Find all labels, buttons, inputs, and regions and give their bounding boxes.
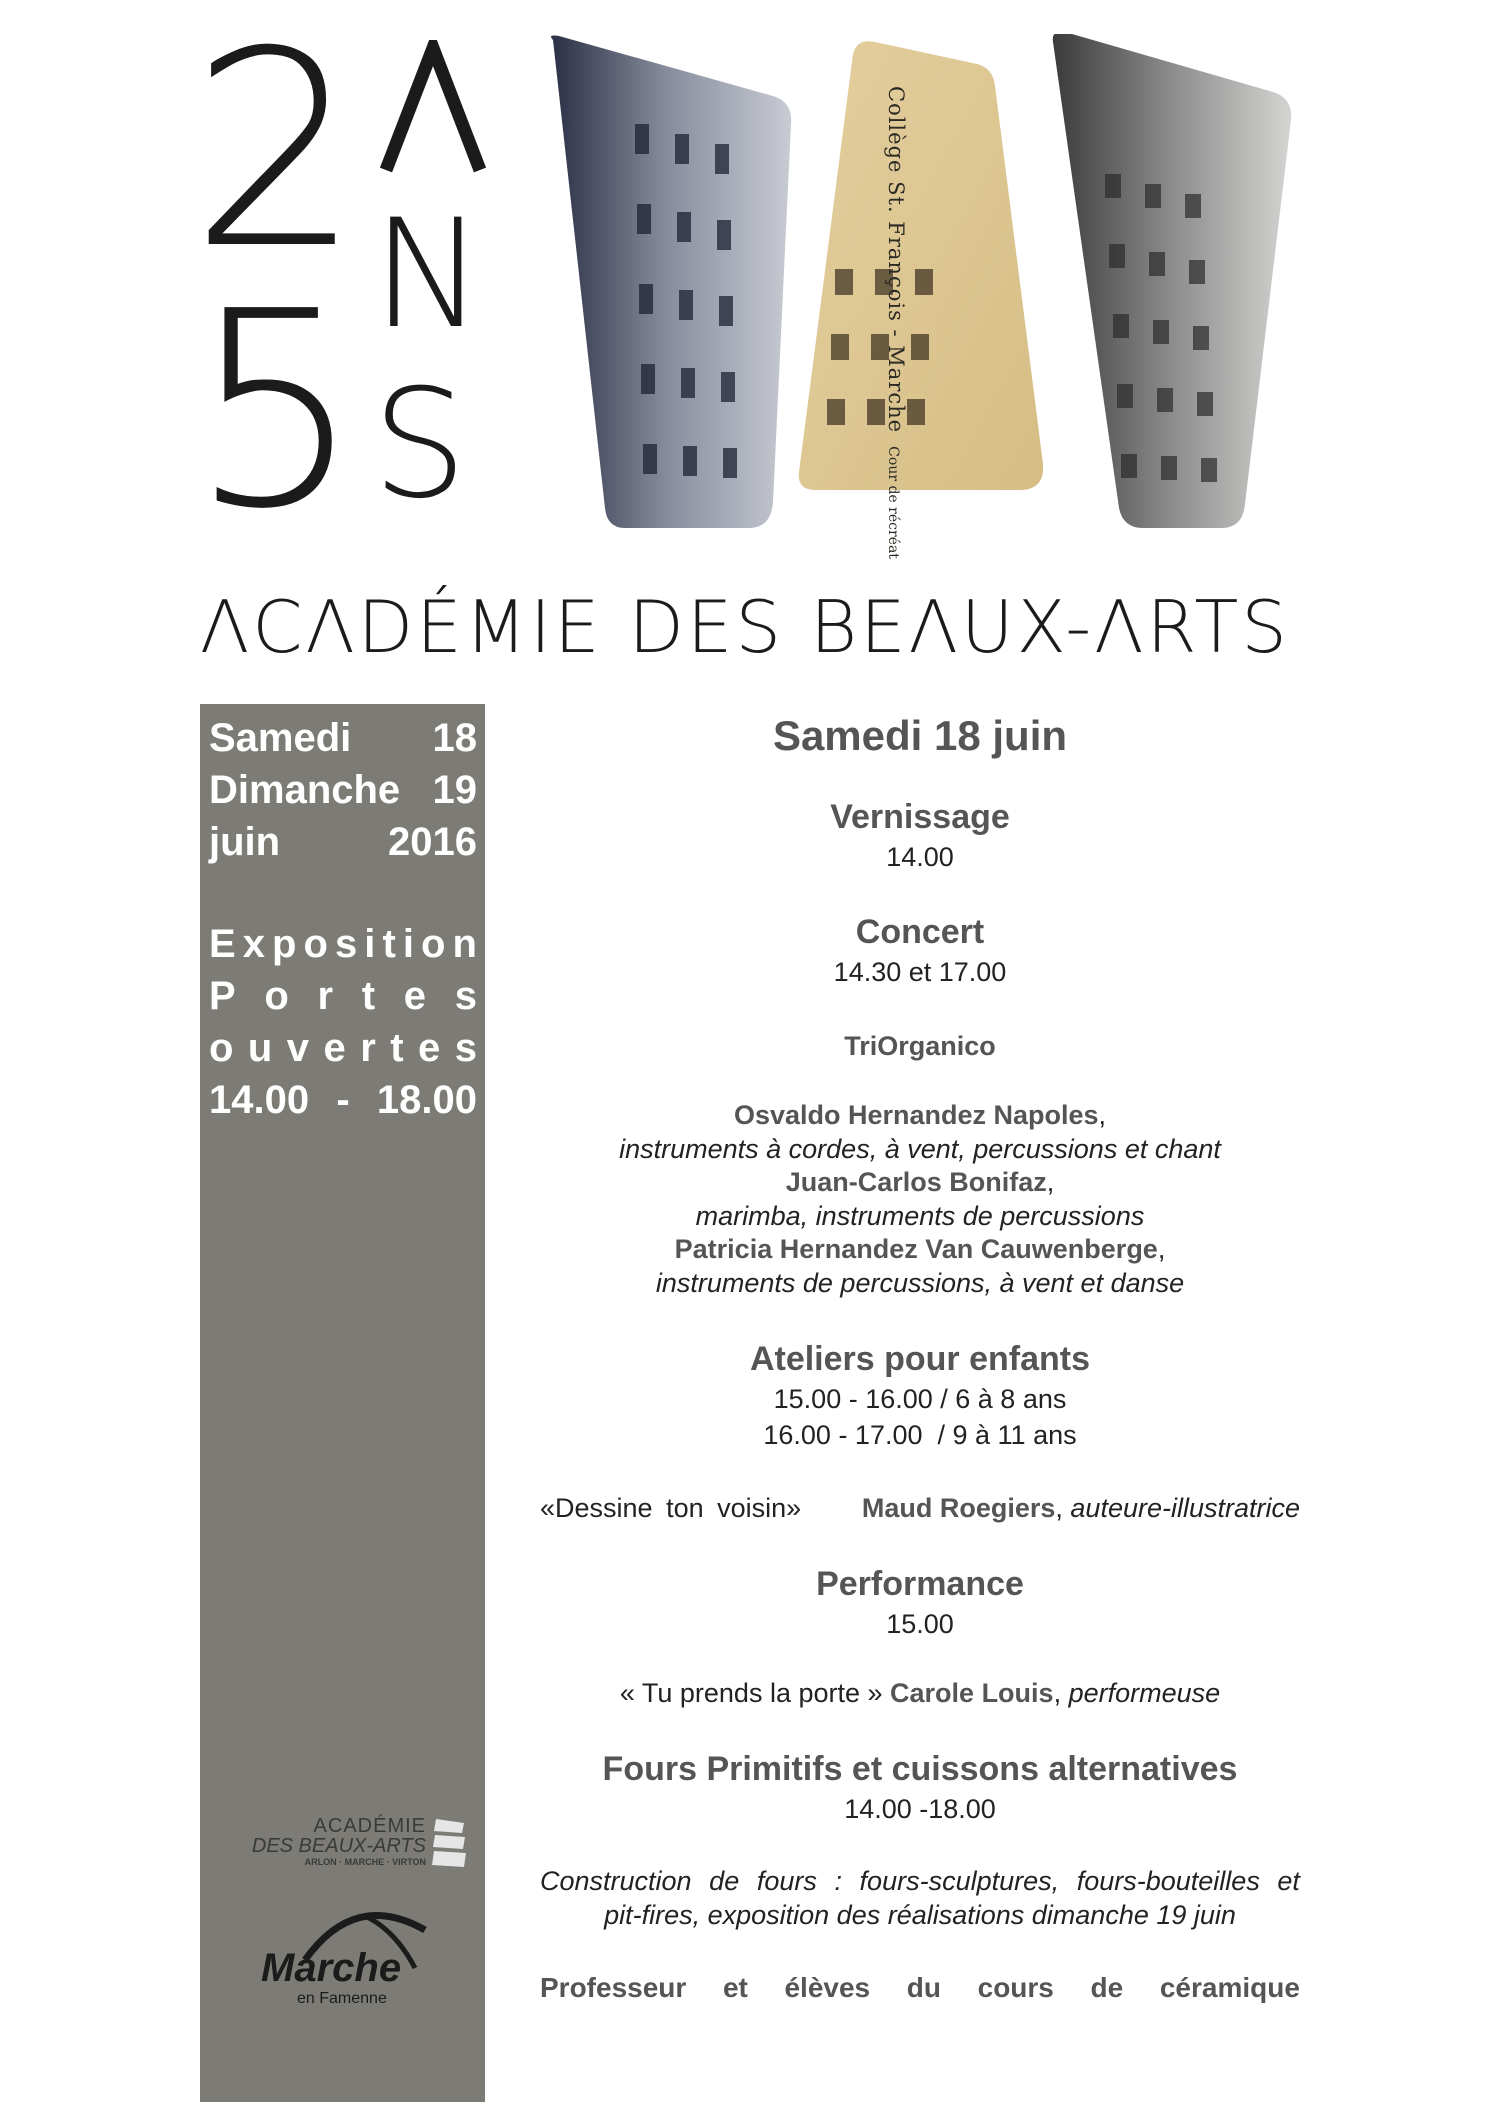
logo-digit-2: 2 [190, 0, 362, 308]
date-row-2 [209, 768, 477, 813]
word: Construction [540, 1866, 692, 1896]
sidebar [200, 704, 485, 2102]
academy-logo-mark [432, 1817, 468, 1869]
letter: o [303, 922, 328, 966]
academy-title: ΛCΛDÉMIE DES BEΛUX-ΛRTS [200, 585, 1291, 669]
photo-caption [868, 86, 908, 559]
letter: i [402, 922, 414, 966]
letter: s [454, 1026, 477, 1070]
date-word: juin [209, 820, 281, 864]
performance-author: Carole Louis [890, 1678, 1054, 1708]
concert-group: TriOrganico [844, 1031, 996, 1061]
letter: s [454, 974, 477, 1018]
word: fours [756, 1866, 817, 1896]
letter: r [360, 1026, 376, 1070]
hours-start: 14.00 [209, 1078, 310, 1122]
academy-logo-line2: DES BEAUX-ARTS [251, 1835, 426, 1857]
academy-logo-line1: ACADÉMIE [313, 1815, 426, 1837]
logo-letter-a [378, 40, 488, 175]
word: de [1090, 1972, 1124, 2003]
musician-name: Osvaldo Hernandez Napoles [733, 1100, 1099, 1130]
musician-3: Patricia Hernandez Van Cauwenberge, [674, 1234, 1166, 1264]
vernissage-time: 14.00 [886, 842, 954, 872]
letter: e [323, 1026, 346, 1070]
date-row-1 [209, 716, 477, 761]
marche-name: Marche [261, 1946, 402, 1990]
musician-role: instruments à cordes, à vent, percussions et chant [619, 1134, 1221, 1164]
academy-logo-line3: ARLON · MARCHE · VIRTON [304, 1857, 426, 1867]
letter: t [390, 1026, 404, 1070]
vernissage-title: Vernissage [830, 798, 1010, 836]
atelier-work-title: «Dessine ton voisin» [540, 1493, 802, 1523]
letter: r [317, 974, 334, 1018]
fours-title: Fours Primitifs et cuissons alternatives [602, 1750, 1238, 1788]
letter: u [247, 1026, 273, 1070]
letter: t [382, 922, 396, 966]
fours-desc-line1 [540, 1866, 1300, 1897]
photo-panel-1 [551, 36, 791, 529]
marche-logo [255, 1900, 445, 2010]
atelier-author: Maud Roegiers [861, 1493, 1056, 1523]
word: de [709, 1866, 740, 1896]
date-row-3 [209, 820, 477, 865]
photo-panel-2 [799, 41, 1043, 490]
word: : [834, 1866, 842, 1896]
word: du [906, 1972, 941, 2003]
logo-letter-s: S [372, 358, 468, 532]
letter: o [421, 922, 446, 966]
musician-1: Osvaldo Hernandez Napoles, [733, 1100, 1107, 1130]
opening-hours [209, 1078, 477, 1123]
logo-digit-5: 5 [190, 253, 362, 568]
letter: i [364, 922, 376, 966]
date-word: Samedi [209, 716, 352, 760]
fours-desc-line2: pit-fires, exposition des réalisations dimanche 19 juin [604, 1900, 1236, 1930]
performance-time: 15.00 [886, 1609, 954, 1639]
ateliers-title: Ateliers pour enfants [749, 1340, 1091, 1378]
word: Professeur [540, 1972, 687, 2003]
performance-work-title: « Tu prends la porte » [619, 1678, 883, 1708]
letter: e [403, 974, 427, 1018]
musician-role: marimba, instruments de percussions [695, 1201, 1145, 1231]
musician-role: instruments de percussions, à vent et danse [655, 1268, 1185, 1298]
fours-time: 14.00 -18.00 [844, 1794, 996, 1824]
word: et [722, 1972, 748, 2003]
ateliers-slot-1: 15.00 - 16.00 / 6 à 8 ans [773, 1384, 1067, 1414]
concert-title: Concert [855, 913, 985, 951]
word: et [1277, 1866, 1300, 1896]
musician-2: Juan-Carlos Bonifaz, [785, 1167, 1055, 1197]
letter: o [264, 974, 289, 1018]
date-number: 19 [432, 768, 477, 812]
performance-title: Performance [816, 1565, 1024, 1603]
letter: t [361, 974, 376, 1018]
hours-dash: - [336, 1078, 350, 1122]
performance-author-role: performeuse [1068, 1678, 1221, 1708]
ateliers-credit: «Dessine ton voisin» Maud Roegiers, auteure-illustratrice [540, 1493, 1300, 1523]
marche-sub: en Famenne [297, 1990, 387, 2007]
letter: p [272, 922, 297, 966]
letter: s [335, 922, 358, 966]
letter: v [286, 1026, 310, 1070]
musician-name: Patricia Hernandez Van Cauwenberge [674, 1234, 1158, 1264]
letter: x [242, 922, 265, 966]
photo-caption-line2: Cour de récréat [885, 446, 901, 559]
word: élèves [784, 1972, 871, 2003]
ouvertes-word [209, 1026, 477, 1071]
academy-logo [228, 1815, 468, 1875]
performance-credit: « Tu prends la porte » Carole Louis, performeuse [619, 1678, 1221, 1708]
word: cours [977, 1972, 1054, 2003]
atelier-author-role: auteure-illustratrice [1070, 1493, 1300, 1523]
word: fours-sculptures, [859, 1866, 1060, 1896]
logo-letter-n: N [372, 188, 485, 362]
date-number: 18 [432, 716, 477, 760]
date-word: Dimanche [209, 768, 401, 812]
date-number: 2016 [388, 820, 477, 864]
letter: E [209, 922, 236, 966]
fours-credit [540, 1972, 1300, 2004]
photo-panel-3 [1053, 34, 1291, 528]
letter: n [452, 922, 477, 966]
word: fours-bouteilles [1076, 1866, 1260, 1896]
letter: e [418, 1026, 441, 1070]
photo-caption-line1: Collège St. François - Marche [884, 86, 908, 434]
portes-word [209, 974, 477, 1019]
building-photos [545, 34, 1305, 544]
letter: P [209, 974, 236, 1018]
ateliers-slot-2: 16.00 - 17.00 / 9 à 11 ans [763, 1420, 1077, 1450]
musician-name: Juan-Carlos Bonifaz [785, 1167, 1047, 1197]
day-heading: Samedi 18 juin [772, 712, 1068, 759]
hours-end: 18.00 [376, 1078, 477, 1122]
letter: o [209, 1026, 234, 1070]
concert-time: 14.30 et 17.00 [833, 957, 1007, 987]
expo-word [209, 922, 477, 967]
word: céramique [1159, 1972, 1300, 2003]
